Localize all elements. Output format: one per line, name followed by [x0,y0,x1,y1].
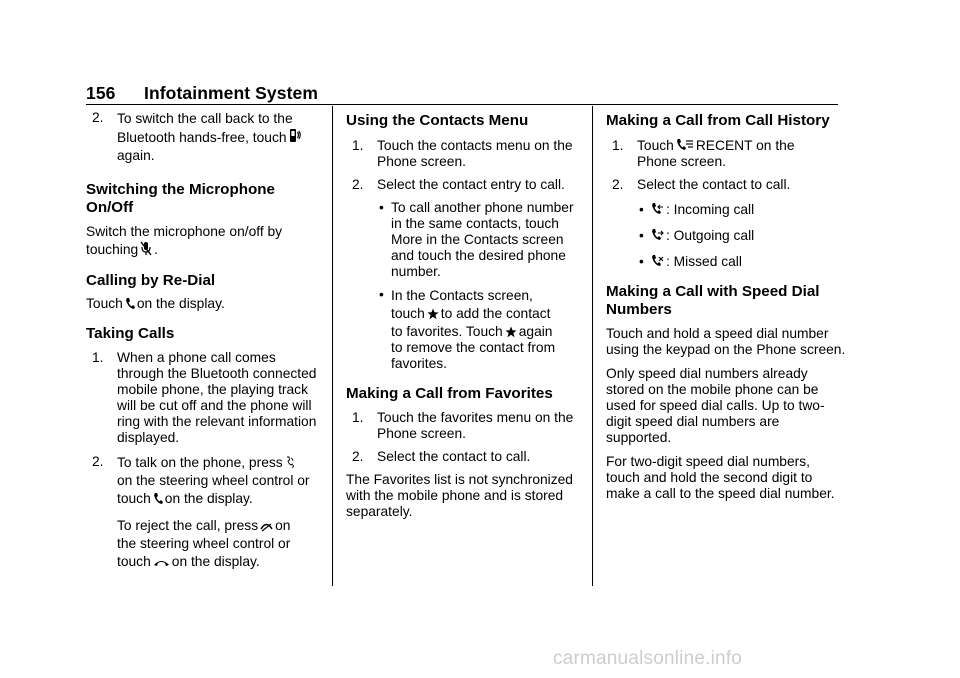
numbered-item: 1. When a phone call comes through the Bluetooth connected mobile phone, the playing track will be cut off and the phone will ring with the relevant information displayed. [92,350,317,445]
heading-contacts: Using the Contacts Menu [346,112,529,129]
bullet-item: • : Missed call [639,254,742,269]
steering-wheel-phone-icon [285,456,294,469]
mic-paragraph: Switch the microphone on/off by touching . [86,224,283,257]
favorites-note: The Favorites list is not synchronized with the mobile phone and is stored separately. [346,472,573,519]
page-header [86,83,838,103]
heading-microphone: Switching the Microphone On/Off [86,181,275,216]
microphone-mute-icon [140,241,152,256]
speed-paragraph: Only speed dial numbers already stored on the mobile phone can be used for speed dial calls. Up to two-digit speed dial numbers are supported. [606,366,825,445]
column-2 [346,108,581,520]
heading-taking-calls: Taking Calls [86,325,175,342]
numbered-item: 1. Touch the favorites menu on the Phone screen. [352,410,574,441]
heading-speed-dial: Making a Call with Speed Dial Numbers [606,283,820,318]
outgoing-call-icon [651,228,664,242]
numbered-item: 2. To talk on the phone, press on the steering wheel control or touch on the display. [92,454,310,506]
hang-up-icon [153,558,170,568]
recent-calls-icon [676,138,694,152]
header-rule [86,104,838,105]
numbered-item: 2. To switch the call back to the Bluetooth hands-free, touch again. [86,110,326,165]
numbered-item: 2. Select the contact to call. [612,177,791,192]
reject-paragraph: To reject the call, press on the steering wheel control or touch on the display. [117,518,291,569]
speed-paragraph: Touch and hold a speed dial number using the keypad on the Phone screen. [606,326,846,357]
section-title: Infotainment System [144,83,319,103]
numbered-item: 1. Touch the contacts menu on the Phone screen. [352,138,573,169]
column-divider [592,106,593,586]
column-divider [332,106,333,586]
missed-call-icon [651,254,664,268]
star-icon [427,308,439,320]
star-icon [505,326,517,338]
watermark: carmanualsonline.info [553,648,743,669]
incoming-call-icon [651,202,664,216]
column-1 [86,108,326,571]
speed-paragraph: For two-digit speed dial numbers, touch and hold the second digit to make a call to the speed dial number. [606,454,835,501]
heading-redial: Calling by Re-Dial [86,272,216,289]
column-3 [606,108,846,502]
numbered-item: 1. Touch RECENT on the Phone screen. [612,138,795,169]
bullet-item: • : Incoming call [639,202,755,217]
end-call-icon [260,522,273,532]
phone-icon [125,297,135,310]
numbered-item: 2. Select the contact entry to call. [352,177,565,192]
heading-call-history: Making a Call from Call History [606,112,830,129]
bullet-item: • : Outgoing call [639,228,755,243]
phone-icon [153,492,163,505]
heading-favorites: Making a Call from Favorites [346,385,553,402]
bullet-item: • In the Contacts screen, touch to add the contact to favorites. Touch again to remove the contact from favorites. [379,287,556,371]
page-number: 156 [86,83,116,103]
phone-handset-speaker-icon [289,128,301,144]
numbered-item: 2. Select the contact to call. [352,449,531,464]
bullet-item: • To call another phone number in the same contacts, touch More in the Contacts screen and touch the desired phone number. [379,200,574,279]
redial-paragraph: Touch on the display. [86,296,225,311]
